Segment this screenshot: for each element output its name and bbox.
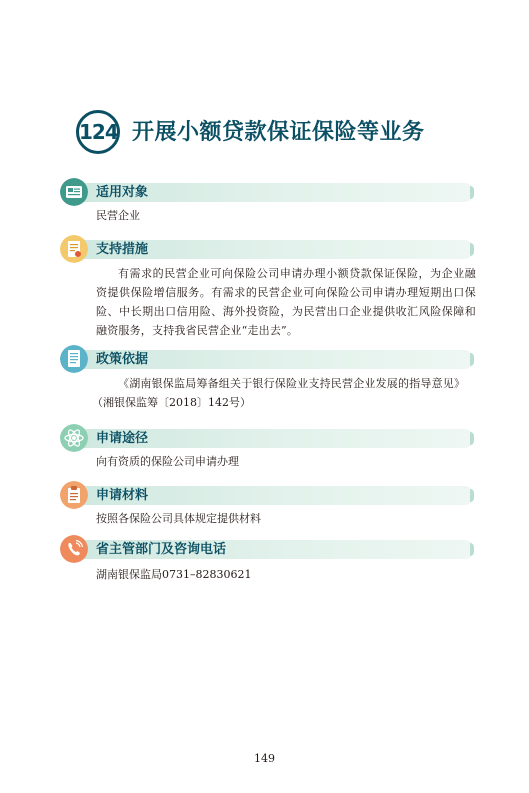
content-paragraph: 有需求的民营企业可向保险公司申请办理小额贷款保证保险，为企业融资提供保险增信服务。有需求的民营企业可向保险公司申请办理短期出口保险、中长期出口信用险、海外投资险，为民营出口企业提供收汇风险保障和融资服务，支持我省民营企业“走出去”。 [96, 267, 476, 337]
section-label: 支持措施 [96, 242, 149, 257]
section-header-channel [60, 424, 474, 452]
target-card-icon [60, 178, 88, 206]
section-content-materials [96, 509, 476, 528]
phone-icon [60, 535, 88, 563]
section-header-measures [60, 235, 474, 263]
section-content-target [96, 206, 476, 225]
section-content-measures [96, 264, 476, 340]
policy-line-2: （湘银保监筹〔2018〕142号） [92, 396, 251, 409]
content-text: 民营企业 [96, 209, 140, 222]
section-content-contact [96, 565, 476, 584]
clipboard-icon [60, 481, 88, 509]
section-header-target [60, 178, 474, 206]
content-text: 向有资质的保险公司申请办理 [96, 455, 239, 468]
section-content-channel [96, 452, 476, 471]
section-content-policy [92, 374, 476, 412]
section-header-contact [60, 535, 474, 563]
policy-line-1: 《湖南银保监局筹备组关于银行保险业支持民营企业发展的指导意见》 [118, 377, 466, 390]
content-text: 按照各保险公司具体规定提供材料 [96, 512, 261, 525]
section-label: 政策依据 [96, 352, 149, 367]
section-label: 省主管部门及咨询电话 [96, 542, 227, 557]
policy-document-icon [60, 345, 88, 373]
page-title: 开展小额贷款保证保险等业务 [132, 120, 425, 145]
section-label: 适用对象 [96, 185, 149, 200]
content-text: 湖南银保监局0731–82830621 [96, 568, 252, 581]
page-number: 149 [254, 752, 275, 765]
document-seal-icon [60, 235, 88, 263]
section-header-policy [60, 345, 474, 373]
atom-icon [60, 424, 88, 452]
section-header-materials [60, 481, 474, 509]
section-label: 申请途径 [96, 431, 149, 446]
section-label: 申请材料 [96, 488, 149, 503]
item-number-badge: 124 [76, 110, 120, 154]
